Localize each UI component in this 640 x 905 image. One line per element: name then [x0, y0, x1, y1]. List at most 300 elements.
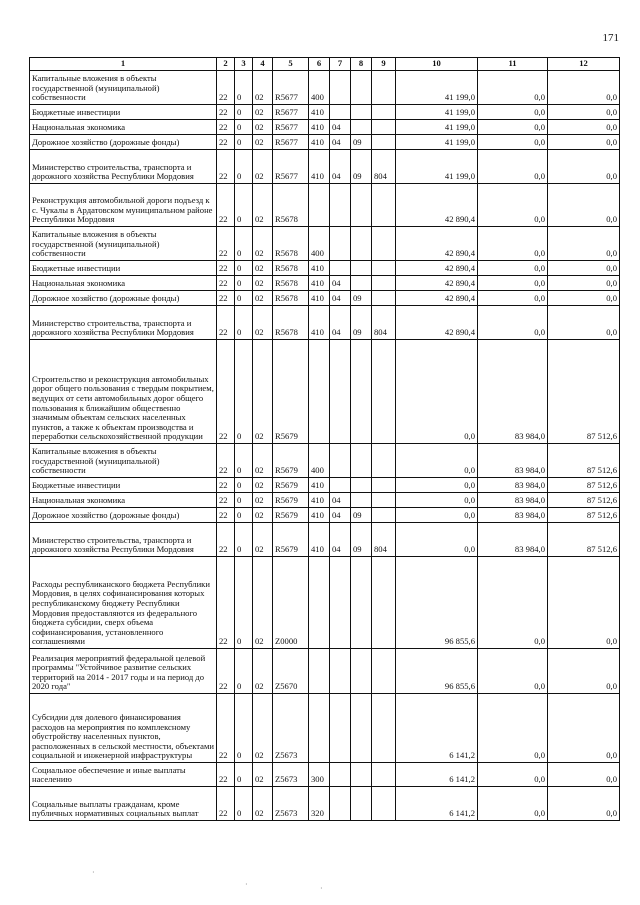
cell-c4: 02	[253, 261, 273, 276]
cell-amount-2020: 0,0	[548, 291, 620, 306]
cell-c3: 0	[235, 105, 253, 120]
cell-amount-2020: 0,0	[548, 557, 620, 649]
cell-c3: 0	[235, 150, 253, 184]
table-header-row	[30, 58, 620, 71]
cell-c5: R5677	[273, 71, 309, 105]
cell-amount-2020: 0,0	[548, 763, 620, 787]
table-row	[30, 150, 620, 184]
cell-amount-2018: 42 890,4	[396, 261, 478, 276]
cell-c3: 0	[235, 184, 253, 227]
cell-c6: 410	[309, 120, 330, 135]
cell-c7	[330, 694, 351, 763]
cell-c5: R5678	[273, 276, 309, 291]
table-row	[30, 184, 620, 227]
cell-c8: 09	[351, 523, 372, 557]
cell-c5: R5677	[273, 150, 309, 184]
cell-c9: 804	[372, 150, 396, 184]
cell-c5: R5679	[273, 508, 309, 523]
cell-c6: 410	[309, 105, 330, 120]
cell-c9	[372, 227, 396, 261]
cell-c5: R5679	[273, 444, 309, 478]
cell-c7	[330, 649, 351, 694]
cell-c2: 22	[217, 135, 235, 150]
cell-c3: 0	[235, 557, 253, 649]
cell-c5: R5679	[273, 493, 309, 508]
cell-c8	[351, 444, 372, 478]
table-row	[30, 493, 620, 508]
cell-amount-2020: 87 512,6	[548, 523, 620, 557]
cell-c4: 02	[253, 120, 273, 135]
cell-c4: 02	[253, 306, 273, 340]
cell-amount-2020: 0,0	[548, 120, 620, 135]
cell-c2: 22	[217, 493, 235, 508]
row-name: Национальная экономика	[30, 120, 217, 135]
row-name: Национальная экономика	[30, 276, 217, 291]
cell-c6: 320	[309, 787, 330, 821]
column-header: 12	[548, 58, 620, 71]
cell-amount-2020: 0,0	[548, 276, 620, 291]
page-number: 171	[602, 32, 619, 44]
column-header: 9	[372, 58, 396, 71]
row-name: Строительство и реконструкция автомобильных дорог общего пользования с твердым покрытием, ведущих от сети автомобильных дорог общего пользования к ближайшим общественно значимым объектам сельских населенных пунктов, а также к объектам производства и переработки сельскохозяйственной продукции	[30, 340, 217, 444]
cell-c6	[309, 557, 330, 649]
cell-c6: 410	[309, 508, 330, 523]
cell-c4: 02	[253, 763, 273, 787]
cell-c9	[372, 291, 396, 306]
table-row	[30, 523, 620, 557]
scan-speck: ·	[92, 868, 95, 877]
cell-amount-2020: 0,0	[548, 227, 620, 261]
cell-c5: R5677	[273, 135, 309, 150]
cell-c3: 0	[235, 763, 253, 787]
row-name: Национальная экономика	[30, 493, 217, 508]
row-name: Капитальные вложения в объекты государственной (муниципальной) собственности	[30, 444, 217, 478]
cell-amount-2019: 0,0	[478, 184, 548, 227]
cell-amount-2018: 42 890,4	[396, 291, 478, 306]
table-row	[30, 276, 620, 291]
cell-amount-2018: 41 199,0	[396, 150, 478, 184]
cell-amount-2018: 0,0	[396, 444, 478, 478]
cell-c6: 410	[309, 523, 330, 557]
table-row	[30, 763, 620, 787]
cell-c8: 09	[351, 150, 372, 184]
cell-c6	[309, 184, 330, 227]
cell-amount-2019: 0,0	[478, 306, 548, 340]
cell-c6: 410	[309, 493, 330, 508]
cell-c3: 0	[235, 523, 253, 557]
column-header: 6	[309, 58, 330, 71]
cell-amount-2019: 83 984,0	[478, 340, 548, 444]
row-name: Министерство строительства, транспорта и дорожного хозяйства Республики Мордовия	[30, 306, 217, 340]
cell-c8: 09	[351, 508, 372, 523]
column-header: 3	[235, 58, 253, 71]
cell-c4: 02	[253, 276, 273, 291]
cell-c2: 22	[217, 261, 235, 276]
cell-c2: 22	[217, 184, 235, 227]
cell-c9	[372, 508, 396, 523]
cell-amount-2018: 96 855,6	[396, 557, 478, 649]
table-row	[30, 508, 620, 523]
cell-c2: 22	[217, 787, 235, 821]
cell-c9	[372, 135, 396, 150]
cell-c7	[330, 261, 351, 276]
table-row	[30, 649, 620, 694]
cell-amount-2018: 0,0	[396, 340, 478, 444]
cell-c4: 02	[253, 444, 273, 478]
row-name: Капитальные вложения в объекты государственной (муниципальной) собственности	[30, 227, 217, 261]
cell-c4: 02	[253, 557, 273, 649]
cell-c4: 02	[253, 787, 273, 821]
cell-c5: R5678	[273, 291, 309, 306]
row-name: Реализация мероприятий федеральной целевой программы "Устойчивое развитие сельских территорий на 2014 - 2017 годы и на период до 2020 года"	[30, 649, 217, 694]
cell-c3: 0	[235, 478, 253, 493]
cell-c6: 410	[309, 478, 330, 493]
cell-amount-2018: 6 141,2	[396, 694, 478, 763]
cell-c7: 04	[330, 120, 351, 135]
cell-amount-2019: 0,0	[478, 105, 548, 120]
cell-amount-2020: 87 512,6	[548, 340, 620, 444]
row-name: Субсидии для долевого финансирования расходов на мероприятия по комплексному обустройству населенных пунктов, расположенных в сельской местности, объектами социальной и инженерной инфраструктуры	[30, 694, 217, 763]
cell-c3: 0	[235, 227, 253, 261]
cell-c8	[351, 493, 372, 508]
cell-c6: 400	[309, 444, 330, 478]
table-row	[30, 135, 620, 150]
cell-c3: 0	[235, 71, 253, 105]
cell-c4: 02	[253, 493, 273, 508]
cell-c8	[351, 340, 372, 444]
cell-c7: 04	[330, 276, 351, 291]
cell-c8	[351, 120, 372, 135]
cell-c8	[351, 763, 372, 787]
cell-amount-2018: 0,0	[396, 493, 478, 508]
row-name: Бюджетные инвестиции	[30, 105, 217, 120]
cell-c2: 22	[217, 306, 235, 340]
cell-c7: 04	[330, 523, 351, 557]
column-header: 10	[396, 58, 478, 71]
cell-amount-2020: 87 512,6	[548, 444, 620, 478]
cell-c6: 410	[309, 135, 330, 150]
cell-amount-2019: 0,0	[478, 291, 548, 306]
cell-c9	[372, 694, 396, 763]
cell-c7: 04	[330, 291, 351, 306]
cell-c5: R5678	[273, 306, 309, 340]
cell-c5: R5679	[273, 523, 309, 557]
table-row	[30, 557, 620, 649]
cell-c5: R5678	[273, 184, 309, 227]
cell-amount-2019: 0,0	[478, 120, 548, 135]
row-name: Капитальные вложения в объекты государственной (муниципальной) собственности	[30, 71, 217, 105]
cell-amount-2018: 0,0	[396, 508, 478, 523]
cell-c7	[330, 787, 351, 821]
cell-c7	[330, 763, 351, 787]
cell-amount-2018: 41 199,0	[396, 135, 478, 150]
cell-c2: 22	[217, 557, 235, 649]
cell-amount-2018: 0,0	[396, 478, 478, 493]
cell-c9: 804	[372, 523, 396, 557]
cell-c3: 0	[235, 291, 253, 306]
cell-amount-2019: 0,0	[478, 261, 548, 276]
cell-amount-2019: 0,0	[478, 557, 548, 649]
scan-speck: ·	[245, 880, 248, 889]
cell-c5: Z5670	[273, 649, 309, 694]
cell-c3: 0	[235, 649, 253, 694]
cell-amount-2018: 6 141,2	[396, 787, 478, 821]
cell-c5: R5677	[273, 120, 309, 135]
cell-c5: R5678	[273, 227, 309, 261]
row-name: Дорожное хозяйство (дорожные фонды)	[30, 135, 217, 150]
cell-c6: 410	[309, 306, 330, 340]
cell-c4: 02	[253, 340, 273, 444]
cell-amount-2019: 83 984,0	[478, 444, 548, 478]
row-name: Реконструкция автомобильной дороги подъезд к с. Чукалы в Ардатовском муниципальном районе Республики Мордовия	[30, 184, 217, 227]
cell-c8: 09	[351, 306, 372, 340]
cell-c6: 410	[309, 291, 330, 306]
table-row	[30, 787, 620, 821]
cell-c9	[372, 120, 396, 135]
cell-c3: 0	[235, 444, 253, 478]
cell-amount-2020: 0,0	[548, 694, 620, 763]
cell-c7: 04	[330, 508, 351, 523]
cell-c8	[351, 276, 372, 291]
cell-c8	[351, 184, 372, 227]
cell-c7	[330, 340, 351, 444]
column-header: 7	[330, 58, 351, 71]
cell-amount-2019: 0,0	[478, 150, 548, 184]
cell-c7	[330, 184, 351, 227]
cell-c9	[372, 649, 396, 694]
cell-c3: 0	[235, 508, 253, 523]
cell-c4: 02	[253, 694, 273, 763]
cell-c9	[372, 71, 396, 105]
cell-c9	[372, 493, 396, 508]
cell-c3: 0	[235, 306, 253, 340]
cell-c4: 02	[253, 291, 273, 306]
cell-amount-2019: 0,0	[478, 135, 548, 150]
cell-c2: 22	[217, 340, 235, 444]
cell-c7	[330, 478, 351, 493]
cell-c5: Z0000	[273, 557, 309, 649]
cell-c4: 02	[253, 71, 273, 105]
cell-c7: 04	[330, 135, 351, 150]
cell-c3: 0	[235, 135, 253, 150]
cell-c5: Z5673	[273, 787, 309, 821]
budget-table	[29, 57, 620, 821]
cell-amount-2020: 87 512,6	[548, 493, 620, 508]
cell-c4: 02	[253, 227, 273, 261]
row-name: Министерство строительства, транспорта и дорожного хозяйства Республики Мордовия	[30, 523, 217, 557]
cell-c6: 410	[309, 261, 330, 276]
cell-amount-2018: 96 855,6	[396, 649, 478, 694]
cell-c9	[372, 763, 396, 787]
cell-amount-2019: 83 984,0	[478, 523, 548, 557]
table-row	[30, 227, 620, 261]
cell-c8	[351, 261, 372, 276]
cell-c2: 22	[217, 508, 235, 523]
cell-c4: 02	[253, 105, 273, 120]
cell-amount-2019: 0,0	[478, 649, 548, 694]
cell-c9	[372, 478, 396, 493]
cell-c5: Z5673	[273, 763, 309, 787]
row-name: Дорожное хозяйство (дорожные фонды)	[30, 291, 217, 306]
cell-amount-2018: 42 890,4	[396, 306, 478, 340]
cell-c2: 22	[217, 71, 235, 105]
cell-c9	[372, 276, 396, 291]
cell-c5: R5679	[273, 478, 309, 493]
cell-amount-2020: 0,0	[548, 150, 620, 184]
cell-amount-2019: 83 984,0	[478, 478, 548, 493]
cell-c9: 804	[372, 306, 396, 340]
cell-amount-2018: 42 890,4	[396, 227, 478, 261]
cell-amount-2020: 87 512,6	[548, 508, 620, 523]
cell-c5: R5677	[273, 105, 309, 120]
row-name: Бюджетные инвестиции	[30, 261, 217, 276]
cell-c4: 02	[253, 184, 273, 227]
cell-c5: Z5673	[273, 694, 309, 763]
cell-amount-2019: 83 984,0	[478, 508, 548, 523]
cell-c6	[309, 649, 330, 694]
cell-c6	[309, 694, 330, 763]
cell-amount-2020: 0,0	[548, 105, 620, 120]
cell-c2: 22	[217, 763, 235, 787]
cell-c4: 02	[253, 150, 273, 184]
column-header: 5	[273, 58, 309, 71]
cell-c6: 410	[309, 150, 330, 184]
cell-amount-2018: 41 199,0	[396, 71, 478, 105]
cell-amount-2020: 0,0	[548, 787, 620, 821]
row-name: Расходы республиканского бюджета Республики Мордовия, в целях софинансирования которых республиканскому бюджету Республики Мордовия предоставляются из федерального бюджета субсидии, сверх объема софинансирования, установленного соглашениями	[30, 557, 217, 649]
cell-amount-2020: 87 512,6	[548, 478, 620, 493]
cell-c2: 22	[217, 105, 235, 120]
cell-c6	[309, 340, 330, 444]
cell-amount-2020: 0,0	[548, 184, 620, 227]
cell-c8: 09	[351, 135, 372, 150]
table-row	[30, 340, 620, 444]
cell-c9	[372, 261, 396, 276]
cell-c7	[330, 444, 351, 478]
cell-c4: 02	[253, 135, 273, 150]
cell-c9	[372, 340, 396, 444]
cell-c4: 02	[253, 478, 273, 493]
table-row	[30, 71, 620, 105]
cell-amount-2020: 0,0	[548, 261, 620, 276]
cell-c8	[351, 227, 372, 261]
cell-amount-2018: 41 199,0	[396, 120, 478, 135]
row-name: Социальное обеспечение и иные выплаты населению	[30, 763, 217, 787]
table-row	[30, 120, 620, 135]
cell-c6: 300	[309, 763, 330, 787]
cell-c8	[351, 71, 372, 105]
table-row	[30, 261, 620, 276]
cell-c6: 410	[309, 276, 330, 291]
table-row	[30, 694, 620, 763]
row-name: Бюджетные инвестиции	[30, 478, 217, 493]
column-header: 4	[253, 58, 273, 71]
cell-c2: 22	[217, 291, 235, 306]
cell-c8	[351, 787, 372, 821]
cell-c7	[330, 105, 351, 120]
cell-amount-2020: 0,0	[548, 71, 620, 105]
cell-c3: 0	[235, 261, 253, 276]
cell-amount-2018: 42 890,4	[396, 276, 478, 291]
cell-amount-2020: 0,0	[548, 306, 620, 340]
cell-c8	[351, 478, 372, 493]
cell-amount-2020: 0,0	[548, 135, 620, 150]
cell-c7	[330, 557, 351, 649]
cell-amount-2020: 0,0	[548, 649, 620, 694]
cell-amount-2019: 0,0	[478, 787, 548, 821]
cell-amount-2018: 0,0	[396, 523, 478, 557]
row-name: Социальные выплаты гражданам, кроме публичных нормативных социальных выплат	[30, 787, 217, 821]
cell-c8	[351, 105, 372, 120]
cell-c4: 02	[253, 649, 273, 694]
cell-c8	[351, 694, 372, 763]
cell-amount-2018: 6 141,2	[396, 763, 478, 787]
row-name: Министерство строительства, транспорта и дорожного хозяйства Республики Мордовия	[30, 150, 217, 184]
cell-amount-2018: 41 199,0	[396, 105, 478, 120]
cell-c2: 22	[217, 276, 235, 291]
cell-c3: 0	[235, 787, 253, 821]
cell-c7: 04	[330, 306, 351, 340]
cell-c2: 22	[217, 694, 235, 763]
cell-c7: 04	[330, 150, 351, 184]
cell-amount-2019: 0,0	[478, 276, 548, 291]
cell-c8	[351, 557, 372, 649]
cell-c4: 02	[253, 523, 273, 557]
cell-c2: 22	[217, 227, 235, 261]
cell-amount-2019: 83 984,0	[478, 493, 548, 508]
column-header: 11	[478, 58, 548, 71]
cell-c3: 0	[235, 276, 253, 291]
cell-c5: R5679	[273, 340, 309, 444]
cell-amount-2019: 0,0	[478, 694, 548, 763]
cell-c2: 22	[217, 649, 235, 694]
cell-c3: 0	[235, 120, 253, 135]
table-row	[30, 291, 620, 306]
cell-c9	[372, 557, 396, 649]
cell-c7	[330, 227, 351, 261]
cell-amount-2019: 0,0	[478, 227, 548, 261]
table-row	[30, 306, 620, 340]
cell-c2: 22	[217, 444, 235, 478]
cell-amount-2018: 42 890,4	[396, 184, 478, 227]
cell-c3: 0	[235, 694, 253, 763]
table-body	[30, 71, 620, 821]
cell-c2: 22	[217, 120, 235, 135]
scan-speck: ·	[320, 884, 323, 893]
cell-c2: 22	[217, 478, 235, 493]
column-header: 1	[30, 58, 217, 71]
cell-amount-2019: 0,0	[478, 763, 548, 787]
cell-c9	[372, 444, 396, 478]
column-header: 2	[217, 58, 235, 71]
cell-c5: R5678	[273, 261, 309, 276]
cell-c4: 02	[253, 508, 273, 523]
cell-c7	[330, 71, 351, 105]
column-header: 8	[351, 58, 372, 71]
cell-c6: 400	[309, 71, 330, 105]
cell-c3: 0	[235, 493, 253, 508]
cell-c2: 22	[217, 523, 235, 557]
row-name: Дорожное хозяйство (дорожные фонды)	[30, 508, 217, 523]
cell-c7: 04	[330, 493, 351, 508]
cell-c6: 400	[309, 227, 330, 261]
cell-c9	[372, 787, 396, 821]
cell-c9	[372, 105, 396, 120]
cell-amount-2019: 0,0	[478, 71, 548, 105]
cell-c8: 09	[351, 291, 372, 306]
table-row	[30, 444, 620, 478]
table-row	[30, 105, 620, 120]
